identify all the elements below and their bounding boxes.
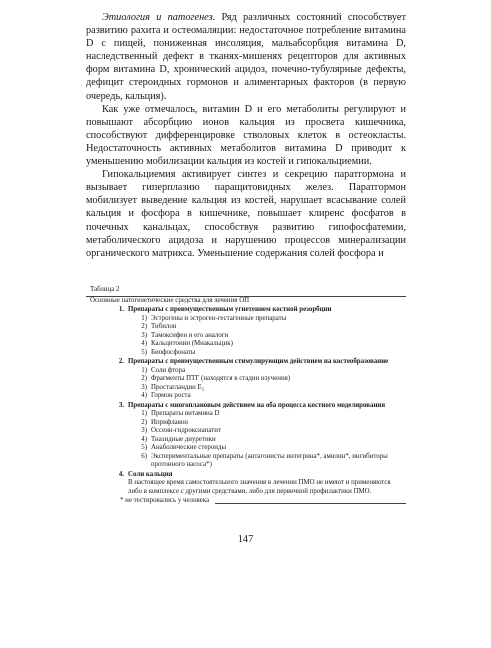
item-number: 2) <box>141 418 147 426</box>
paragraph-etiology <box>86 11 406 103</box>
list-item <box>86 419 406 428</box>
item-number: 4) <box>141 435 147 443</box>
item-text: Иприфлавон <box>151 418 188 426</box>
section-items <box>86 315 406 358</box>
item-number: 6) <box>141 452 147 460</box>
item-text: Эстрогены и эстроген-гестагенные препараты <box>151 314 287 322</box>
table-section <box>86 306 406 357</box>
item-text: Тамоксифен и его аналоги <box>151 331 229 339</box>
list-item <box>86 453 406 470</box>
section-number: 1. <box>118 306 124 313</box>
table-section <box>86 402 406 470</box>
item-number: 3) <box>141 427 147 434</box>
item-number: 1) <box>141 314 147 322</box>
body-text <box>86 11 406 260</box>
item-number: 5) <box>141 444 147 451</box>
item-text: Кальцитонин (Миакальцик) <box>151 340 233 347</box>
table-label: Таблица 2 <box>90 286 120 293</box>
footnote-row <box>86 497 406 506</box>
section-heading <box>86 471 406 480</box>
page-number: 147 <box>237 534 254 545</box>
table-footnote: * не тестировались у человека <box>120 497 210 504</box>
list-item <box>86 349 406 358</box>
item-text: Фрагменты ПТГ (находятся в стадии изучения) <box>151 375 291 382</box>
list-item <box>86 375 406 384</box>
item-text: Тибилон <box>151 323 177 330</box>
section-title: Препараты с многоплановым действием на оба процесса костного моделирования <box>128 401 386 409</box>
item-text: Биофосфонаты <box>151 348 196 356</box>
list-item <box>86 444 406 453</box>
list-item <box>86 340 406 349</box>
table-title: Основные патогенетические средства для лечения ОП <box>90 296 250 304</box>
item-text: Гормон роста <box>151 392 191 399</box>
list-item <box>86 410 406 419</box>
table-2 <box>86 286 406 506</box>
list-item <box>86 315 406 324</box>
paragraph-text: Ряд различных состояний способствует развитию рахита и остеомаляции: недостаточное потребление витамина D с пищей, пониженная инсоляция, мальабсорбция витамина D, наследственный дефект в тканях-мишенях рецепторов для активных форм витамина D, хронический ацидоз, почечно-тубулярные дефекты, дефицит стероидных гормонов и алиментарных факторов (в первую очередь, кальция). <box>86 12 406 102</box>
section-title: Препараты с преимущественным стимулирующим действием на костеобразование <box>128 358 389 365</box>
item-number: 5) <box>141 348 147 356</box>
list-item <box>86 367 406 376</box>
table-sections <box>86 306 406 496</box>
item-number: 4) <box>141 392 147 399</box>
list-item <box>86 392 406 401</box>
paragraph-vitamin-d: Как уже отмечалось, витамин D и его метаболиты регулируют и повышают абсорбцию ионов кальция из просвета кишечника, способствуют дифференцировке стволовых клеток в остеокласты. Недостаточность активных метаболитов витамина D приводит к уменьшению мобилизации кальция из костей и гипокальциемии. <box>86 103 406 168</box>
list-item <box>86 436 406 445</box>
table-section <box>86 471 406 497</box>
section-note: В настоящее время самостоятельного значения в лечении ПМО не имеют и применяются либо в комплексе с другими средствами, либо для первичной профилактики ПМО. <box>128 479 391 495</box>
item-number: 2) <box>141 375 147 382</box>
section-number: 4. <box>118 470 124 478</box>
item-text: Анаболические стероиды <box>151 444 227 451</box>
item-text: Тиазидные диуретики <box>151 435 216 443</box>
section-title: Соли кальция <box>128 470 173 478</box>
item-number: 3) <box>141 383 147 391</box>
item-text: Препараты витамина D <box>151 410 220 417</box>
item-number: 1) <box>141 366 147 374</box>
item-number: 1) <box>141 410 147 417</box>
item-number: 3) <box>141 331 147 339</box>
list-item <box>86 384 406 393</box>
section-title: Препараты с преимущественным угнетением костной резорбции <box>128 306 332 313</box>
section-number: 2. <box>118 358 124 365</box>
section-heading <box>86 358 406 367</box>
item-text: Оссеин-гидроксиапатит <box>151 427 221 434</box>
item-text: Соли фтора <box>151 366 186 374</box>
table-section <box>86 358 406 401</box>
paragraph-hypocalcemia: Гипокальциемия активирует синтез и секрецию паратгормона и вызывает гиперплазию паращитовидных желез. Паратгормон мобилизует выведение кальция из костей, нарушает всасывание солей кальция и фосфора в кишечнике, повышает клиренс фосфатов в почечных канальцах, способствуя развитию гипофосфатемии, метаболического ацидоза и нарушению процессов минерализации органического матрикса. Уменьшение содержания солей фосфора и <box>86 169 406 259</box>
list-item <box>86 323 406 332</box>
section-heading <box>86 306 406 315</box>
item-text: Экспериментальные препараты (антагонисты интегрина*, амилин*, ингибиторы протонного насоса*) <box>151 452 388 468</box>
footnote-rule <box>215 503 406 504</box>
item-number: 4) <box>141 340 147 347</box>
section-number: 3. <box>118 401 124 409</box>
section-items <box>86 410 406 470</box>
list-item <box>86 332 406 341</box>
item-text: Простагландин Е₂ <box>151 383 205 391</box>
item-number: 2) <box>141 323 147 330</box>
list-item <box>86 427 406 436</box>
section-items <box>86 367 406 401</box>
section-lead: Этиология и патогенез. <box>102 12 216 23</box>
section-heading <box>86 402 406 411</box>
